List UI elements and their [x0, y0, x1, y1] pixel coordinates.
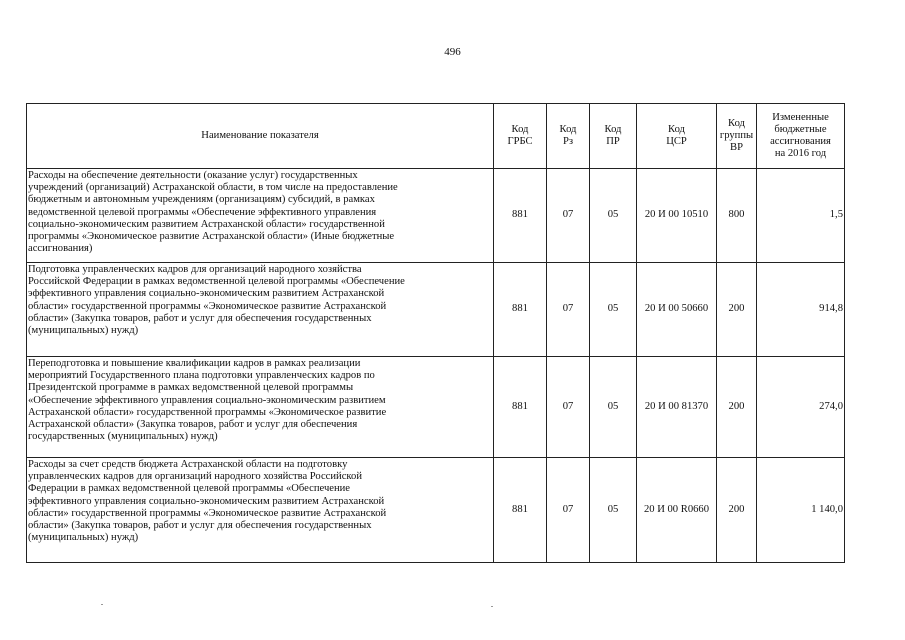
- row-grbs-code: 881: [494, 458, 547, 563]
- row-amount: 1 140,0: [757, 458, 845, 563]
- header-amended-allocations: Измененные бюджетные ассигнования на 2016 год: [757, 104, 845, 169]
- row-vr-code: 200: [717, 357, 757, 458]
- row-rz-code: 07: [547, 169, 590, 263]
- row-csr-code: 20 И 00 R0660: [637, 458, 717, 563]
- row-csr-code: 20 И 00 10510: [637, 169, 717, 263]
- page-number: 496: [444, 46, 461, 58]
- row-vr-code: 800: [717, 169, 757, 263]
- row-pr-code: 05: [590, 357, 637, 458]
- row-vr-code: 200: [717, 263, 757, 357]
- row-amount: 1,5: [757, 169, 845, 263]
- table-row: [27, 169, 845, 263]
- scan-speck: [491, 606, 493, 607]
- row-rz-code: 07: [547, 458, 590, 563]
- budget-allocation-table: [26, 103, 845, 563]
- row-grbs-code: 881: [494, 263, 547, 357]
- row-grbs-code: 881: [494, 357, 547, 458]
- row-grbs-code: 881: [494, 169, 547, 263]
- header-pr-code: Код ПР: [590, 104, 637, 169]
- row-pr-code: 05: [590, 458, 637, 563]
- row-indicator-name: Расходы на обеспечение деятельности (оказание услуг) государственных учреждений (организаций) Астраханской области, в том числе на предоставление бюджетным и автономным учреждениям (организациям) субсидий, в рамках ведомственной целевой программы «Обеспечение эффективного управления социально-экономическим развитием Астраханской области» государственной программы «Экономическое развитие Астраханской области» (Иные бюджетные ассигнования): [27, 169, 494, 263]
- header-grbs-code: Код ГРБС: [494, 104, 547, 169]
- row-amount: 914,8: [757, 263, 845, 357]
- row-indicator-name: Подготовка управленческих кадров для организаций народного хозяйства Российской Федерации в рамках ведомственной целевой программы «Обеспечение эффективного управления социально-экономическим развитием Астраханской области» государственной программы «Экономическое развитие Астраханской области» (Закупка товаров, работ и услуг для обеспечения государственных (муниципальных) нужд): [27, 263, 494, 357]
- row-indicator-name: Расходы за счет средств бюджета Астраханской области на подготовку управленческих кадров для организаций народного хозяйства Российской Федерации в рамках ведомственной целевой программы «Обеспечение эффективного управления социально-экономическим развитием Астраханской области» государственной программы «Экономическое развитие Астраханской области» (Закупка товаров, работ и услуг для обеспечения государственных (муниципальных) нужд): [27, 458, 494, 563]
- row-vr-code: 200: [717, 458, 757, 563]
- table-row: [27, 458, 845, 563]
- row-indicator-name: Переподготовка и повышение квалификации кадров в рамках реализации мероприятий Государственного плана подготовки управленческих кадров по Президентской программе в рамках ведомственной целевой программы «Обеспечение эффективного управления социально-экономическим развитием Астраханской области» государственной программы «Экономическое развитие Астраханской области» (Закупка товаров, работ и услуг для обеспечения государственных (муниципальных) нужд): [27, 357, 494, 458]
- header-vr-group-code: Код группы ВР: [717, 104, 757, 169]
- row-csr-code: 20 И 00 50660: [637, 263, 717, 357]
- row-rz-code: 07: [547, 357, 590, 458]
- row-amount: 274,0: [757, 357, 845, 458]
- row-pr-code: 05: [590, 263, 637, 357]
- table-row: [27, 357, 845, 458]
- header-csr-code: Код ЦСР: [637, 104, 717, 169]
- scan-speck: [101, 604, 103, 605]
- header-rz-code: Код Рз: [547, 104, 590, 169]
- header-row: [27, 104, 845, 169]
- row-pr-code: 05: [590, 169, 637, 263]
- row-rz-code: 07: [547, 263, 590, 357]
- header-indicator-name: Наименование показателя: [27, 104, 494, 169]
- row-csr-code: 20 И 00 81370: [637, 357, 717, 458]
- table-row: [27, 263, 845, 357]
